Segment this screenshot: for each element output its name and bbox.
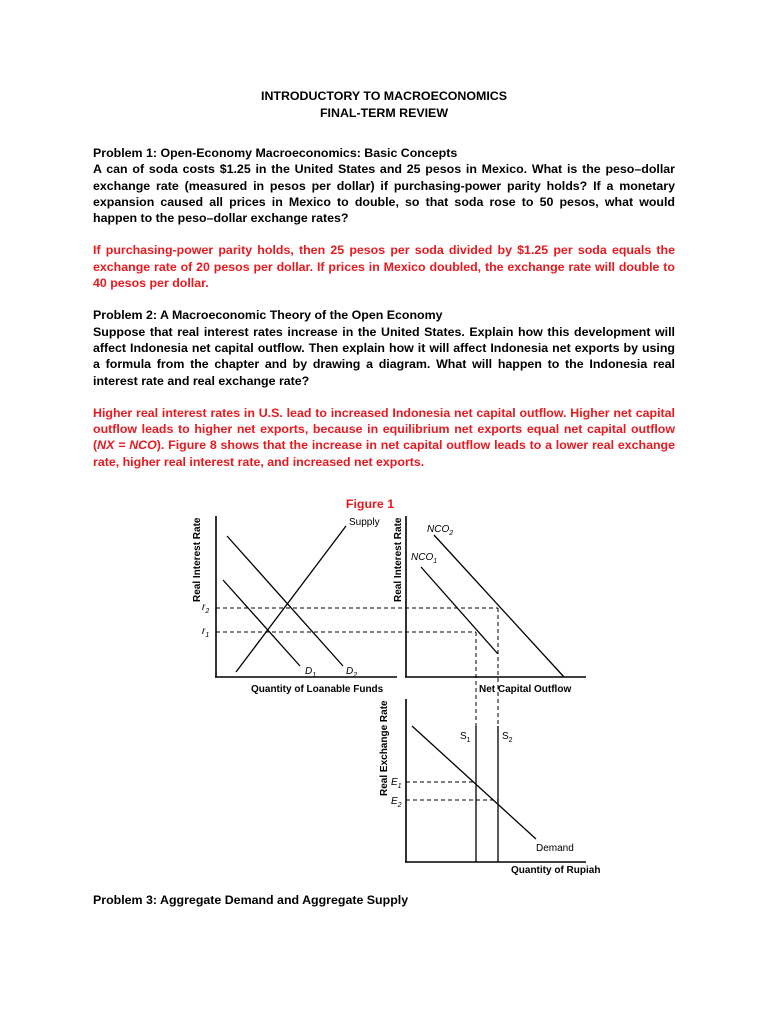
problem-1-answer: If purchasing-power parity holds, then 25 pesos per soda divided by $1.25 per soda equals the exchange rate of 20 pesos per dollar. If prices in Mexico doubled, the exchange rate will double to 40 pesos per dollar. (93, 243, 675, 291)
demand-curve-d1 (223, 580, 300, 666)
title-line-2: FINAL-TERM REVIEW (319, 105, 449, 120)
nco-x-label: Net Capital Outflow (479, 684, 572, 695)
problem-2-heading: Problem 2: A Macroeconomic Theory of the Open Economy (93, 308, 443, 323)
net-capital-outflow-panel (393, 516, 586, 726)
foreign-exchange-panel (379, 699, 600, 876)
s2-label: $S_2$ (502, 731, 513, 744)
s1-label: $S_1$ (460, 731, 471, 744)
problem-3-heading: Problem 3: Aggregate Demand and Aggregate Supply (93, 893, 409, 907)
problem-1-heading: Problem 1: Open-Economy Macroeconomics: Basic Concepts (93, 146, 458, 160)
nco2-label: $NCO_2$ (427, 524, 454, 537)
supply-label: Supply (349, 517, 380, 528)
nco1-label: $NCO_1$ (411, 552, 438, 565)
d2-label: $D_2$ (346, 666, 358, 679)
fx-y-label: Real Exchange Rate (379, 700, 390, 796)
answer-part-1: Higher real interest rates in U.S. lead to increased Indonesia net capital outflow. Higher net capital outflow leads to higher net exports, because in equilibrium net exports equal net capital outflow ( (93, 405, 675, 453)
d1-label: $D_1$ (305, 666, 317, 679)
problem-1 (93, 145, 675, 291)
nco1-curve (421, 567, 498, 654)
title-line-1: INTRODUCTORY TO MACROECONOMICS (261, 89, 507, 103)
figure-1 (180, 494, 600, 884)
problem-2 (93, 307, 675, 470)
e2-label: $E_2$ (391, 796, 402, 809)
document-title (93, 88, 675, 121)
nco2-curve (434, 535, 564, 677)
figure-caption: Figure 1 (345, 497, 395, 511)
document-body (93, 88, 675, 486)
answer-formula: NX = NCO (97, 438, 157, 453)
demand-curve-d2 (227, 536, 343, 666)
nco-y-label: Real Interest Rate (393, 517, 404, 602)
loanable-y-label: Real Interest Rate (192, 517, 203, 602)
fx-x-label: Quantity of Rupiah (511, 865, 600, 876)
problem-2-question: Suppose that real interest rates increase in the United States. Explain how this development will affect Indonesia net capital outflow. Then explain how it will affect Indonesia net exports by using a formula from the chapter and by drawing a diagram. What will happen to the Indonesia real interest rate and real exchange rate? (93, 324, 675, 388)
answer-part-2: ). Figure 8 shows that the increase in net capital outflow leads to a lower real exchange rate, higher real interest rate, and increased net exports. (93, 438, 675, 469)
problem-2-answer (93, 405, 675, 470)
problem-1-question: A can of soda costs $1.25 in the United States and 25 pesos in Mexico. What is the peso–dollar exchange rate (measured in pesos per dollar) if purchasing-power parity holds? If a monetary expansion caused all prices in Mexico to double, so that soda rose to 50 pesos, what would happen to the peso–dollar exchange rates? (93, 162, 675, 226)
r1-label: $r_1$ (202, 626, 210, 639)
loanable-x-label: Quantity of Loanable Funds (251, 684, 384, 695)
e1-label: $E_1$ (391, 777, 402, 790)
r2-label: $r_2$ (202, 602, 210, 615)
loanable-funds-panel (192, 516, 498, 695)
demand-label: Demand (536, 843, 574, 854)
